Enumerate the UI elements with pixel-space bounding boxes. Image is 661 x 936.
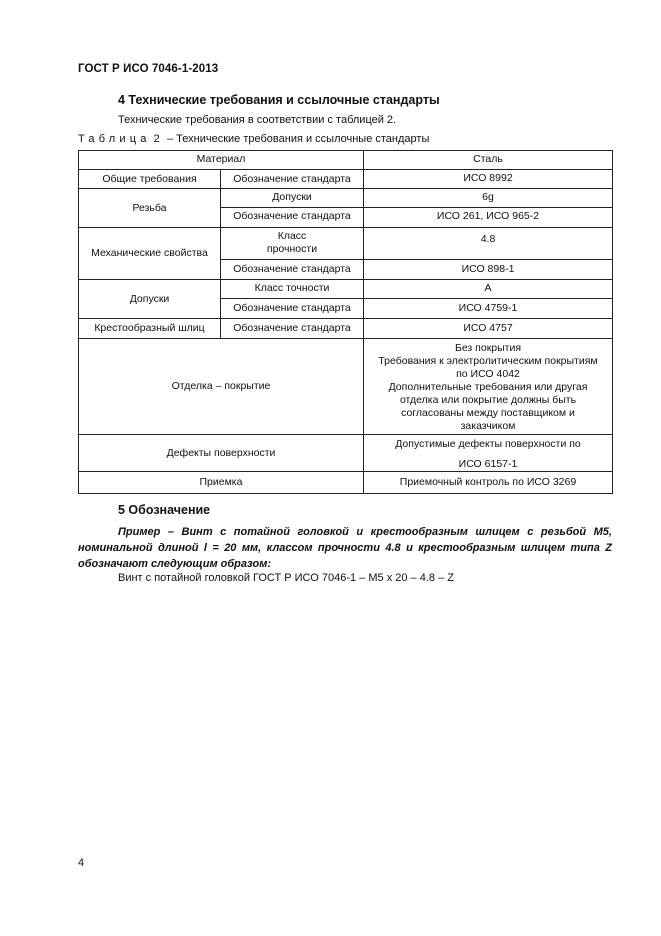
finish-value	[364, 339, 613, 435]
defects-label: Дефекты поверхности	[79, 435, 364, 472]
param-cell: Обозначение стандарта	[221, 170, 364, 189]
acceptance-value: Приемочный контроль по ИСО 3269	[364, 472, 613, 494]
defects-line: Допустимые дефекты поверхности по	[395, 438, 581, 450]
finish-line: согласованы между поставщиком и	[401, 407, 575, 419]
table-caption-number: 2	[153, 133, 164, 145]
finish-label: Отделка – покрытие	[79, 339, 364, 435]
finish-line: Дополнительные требования или другая	[388, 381, 588, 393]
finish-row	[79, 339, 613, 435]
finish-line: отделка или покрытие должны быть	[399, 394, 577, 406]
defects-row	[79, 435, 613, 472]
group-cell: Общие требования	[79, 170, 221, 189]
table-caption	[78, 133, 429, 145]
param-cell: Допуски	[221, 189, 364, 208]
value-cell: ИСО 4759-1	[364, 299, 613, 319]
acceptance-row	[79, 472, 613, 494]
group-cell: Допуски	[79, 280, 221, 319]
document-code: ГОСТ Р ИСО 7046-1-2013	[78, 63, 219, 75]
table-caption-label: Таблица	[78, 133, 151, 145]
page-number: 4	[78, 857, 85, 869]
param-cell: Обозначение стандарта	[221, 260, 364, 280]
value-cell: ИСО 898-1	[364, 260, 613, 280]
defects-line: ИСО 6157-1	[458, 458, 518, 470]
param-cell: Обозначение стандарта	[221, 208, 364, 228]
table-row	[79, 170, 613, 189]
header-material: Материал	[79, 151, 364, 170]
table-header-row	[79, 151, 613, 170]
table-row	[79, 189, 613, 208]
param-line: Класс	[277, 230, 307, 242]
param-line: прочности	[266, 243, 318, 255]
value-cell: ИСО 8992	[364, 170, 613, 189]
section-4-title: 4 Технические требования и ссылочные стандарты	[118, 93, 440, 107]
defects-value	[364, 435, 613, 472]
finish-line: Требования к электролитическим покрытиям	[378, 355, 598, 367]
header-steel: Сталь	[364, 151, 613, 170]
value-cell: 6g	[364, 189, 613, 208]
param-cell: Обозначение стандарта	[221, 299, 364, 319]
finish-line: по ИСО 4042	[456, 368, 520, 380]
table-row	[79, 228, 613, 260]
table-caption-title: – Технические требования и ссылочные стандарты	[166, 133, 430, 145]
finish-line: заказчиком	[460, 420, 516, 432]
param-cell: Обозначение стандарта	[221, 319, 364, 339]
group-cell: Крестообразный шлиц	[79, 319, 221, 339]
section-5-title: 5 Обозначение	[118, 503, 211, 517]
requirements-table	[78, 150, 613, 494]
designation-example: Винт с потайной головкой ГОСТ Р ИСО 7046-1 – М5 х 20 – 4.8 – Z	[118, 572, 454, 584]
table-row	[79, 280, 613, 299]
value-cell: ИСО 261, ИСО 965-2	[364, 208, 613, 228]
acceptance-label: Приемка	[79, 472, 364, 494]
finish-line: Без покрытия	[454, 342, 522, 354]
param-cell: Класс точности	[221, 280, 364, 299]
section-4-intro: Технические требования в соответствии с таблицей 2.	[118, 114, 397, 126]
value-cell: ИСО 4757	[364, 319, 613, 339]
group-cell: Механические свойства	[79, 228, 221, 280]
group-cell: Резьба	[79, 189, 221, 228]
param-cell	[221, 228, 364, 260]
value-cell: A	[364, 280, 613, 299]
value-cell: 4.8	[364, 228, 613, 260]
table-row	[79, 319, 613, 339]
example-paragraph: Пример – Винт с потайной головкой и крестообразным шлицем с резьбой М5, номинальной длиной l = 20 мм, классом прочности 4.8 и крестообразным шлицем типа Z обозначают следующим образом:	[78, 526, 612, 570]
